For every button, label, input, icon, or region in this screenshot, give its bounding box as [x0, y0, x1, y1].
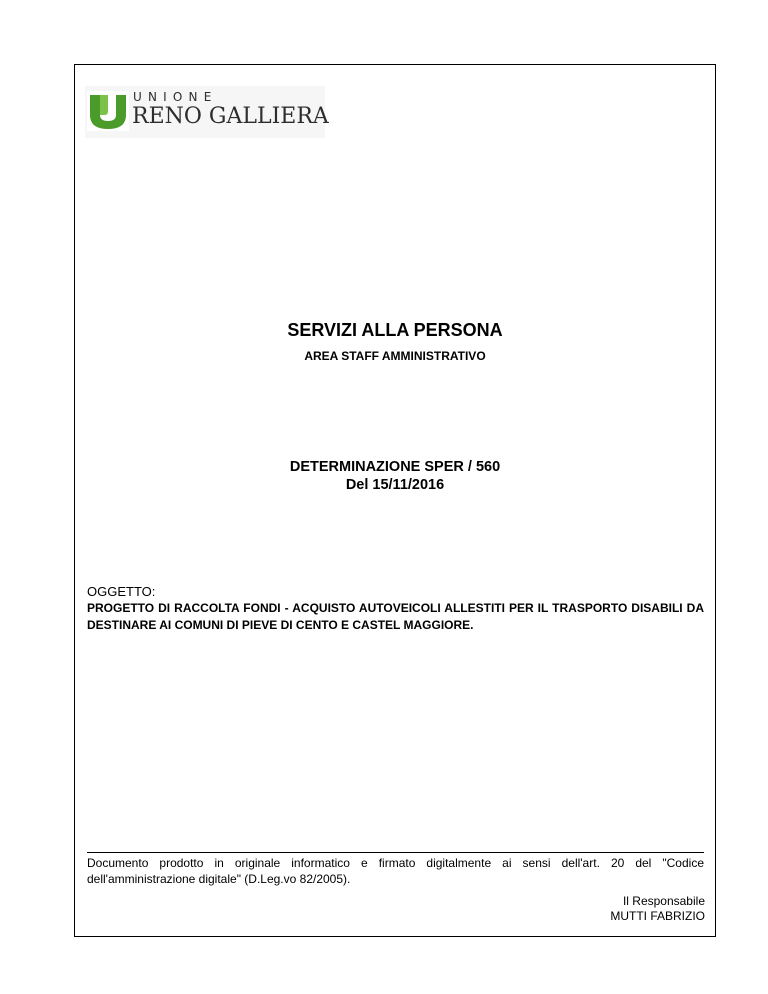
footer-divider	[87, 852, 704, 853]
signer-name: MUTTI FABRIZIO	[610, 909, 705, 923]
signer-role: Il Responsabile	[622, 894, 705, 908]
determination-date: Del 15/11/2016	[345, 477, 445, 493]
document-frame	[74, 64, 716, 937]
union-logo	[85, 86, 329, 138]
page-title: SERVIZI ALLA PERSONA	[287, 320, 503, 340]
area-subtitle: AREA STAFF AMMINISTRATIVO	[304, 349, 486, 363]
u-mark-icon	[87, 91, 129, 131]
signature-block	[610, 894, 705, 924]
logo-line-2: RENO GALLIERA	[132, 104, 329, 129]
subject-text: PROGETTO DI RACCOLTA FONDI - ACQUISTO AUTOVEICOLI ALLESTITI PER IL TRASPORTO DISABILI DA DESTINARE AI COMUNI DI PIEVE DI CENTO E CASTEL MAGGIORE.	[87, 601, 704, 632]
footer-note: Documento prodotto in originale informatico e firmato digitalmente ai sensi dell'art. 20 del "Codice dell'amministrazione digitale" (D.Leg.vo 82/2005).	[87, 856, 704, 886]
determination-title: DETERMINAZIONE SPER / 560	[289, 459, 501, 475]
subject-label: OGGETTO:	[87, 584, 156, 599]
logo-line-1: UNIONE	[133, 90, 218, 104]
